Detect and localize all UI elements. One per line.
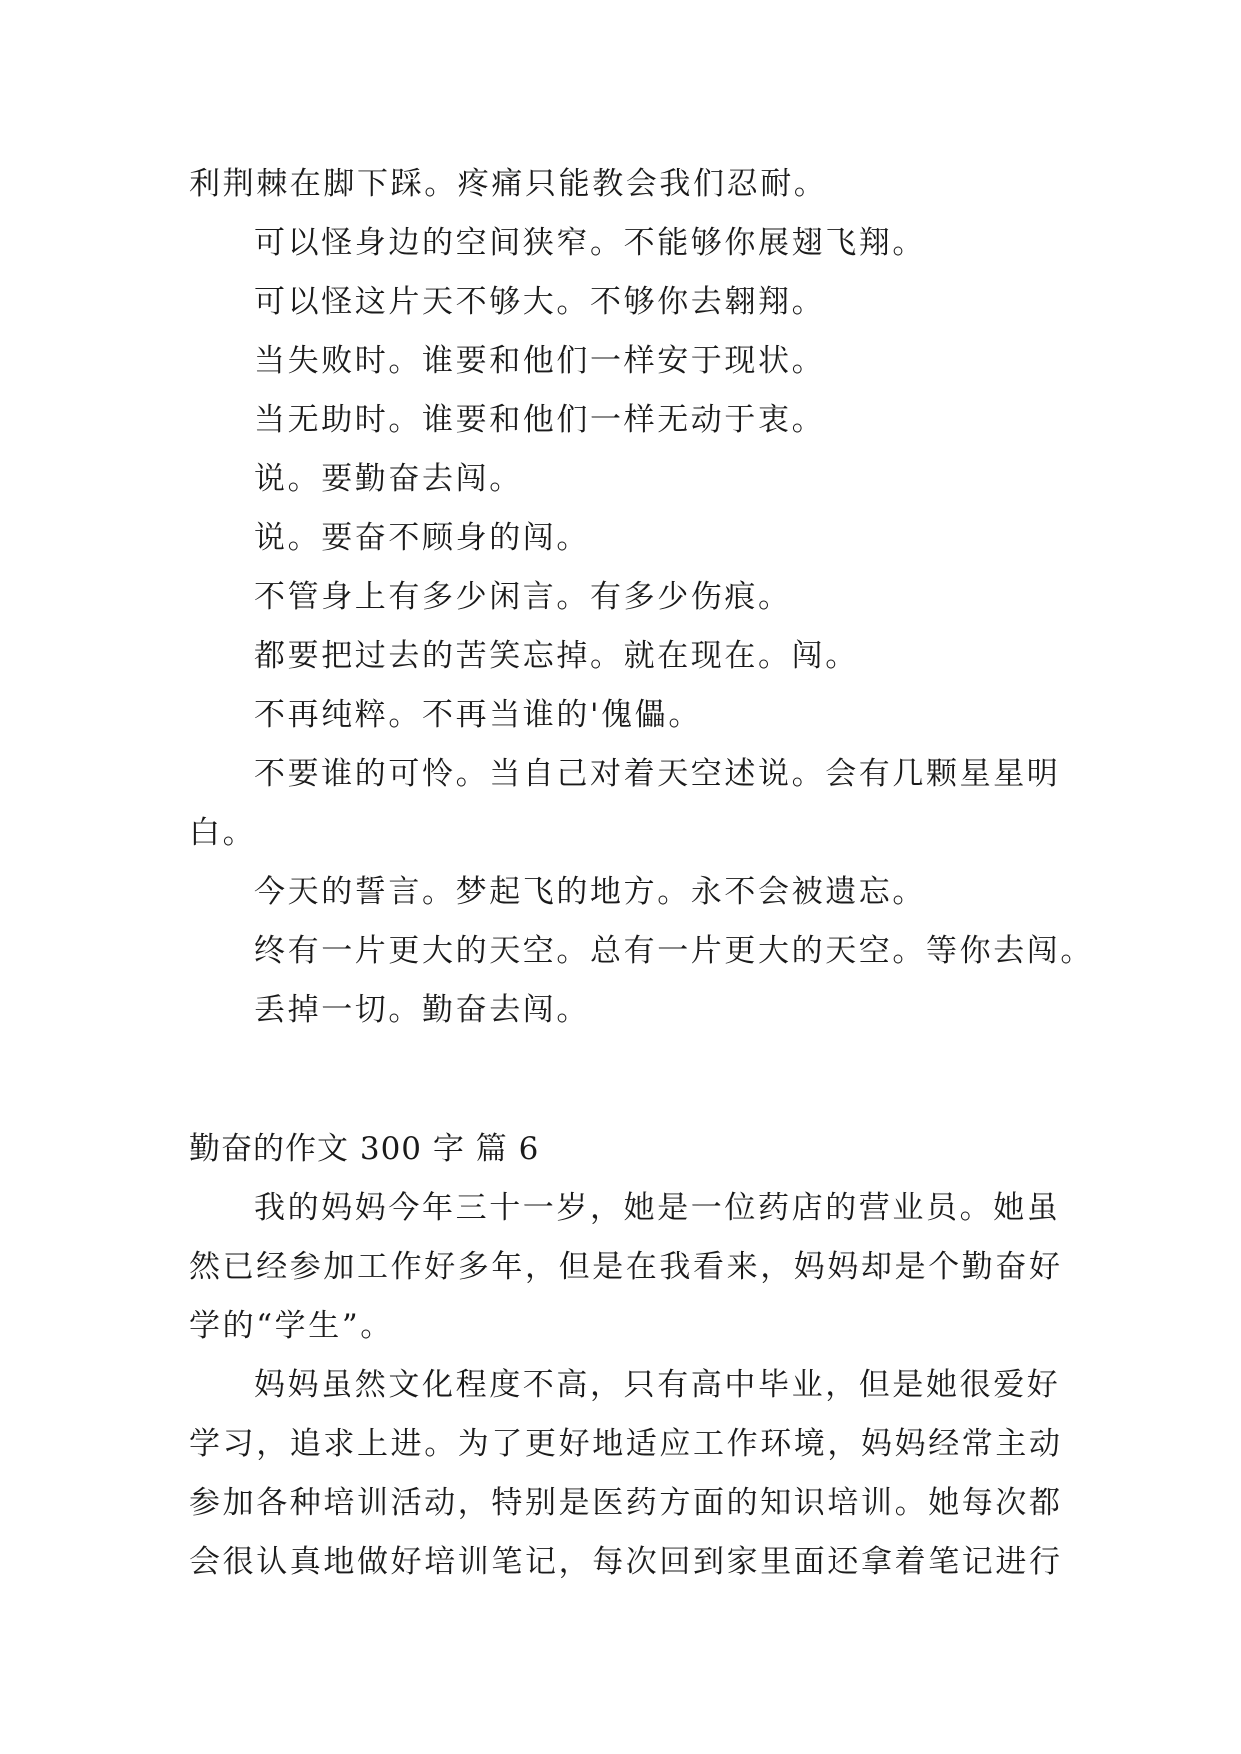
- paragraph-line: 丢掉一切。勤奋去闯。: [254, 992, 590, 1028]
- paragraph-line: 然已经参加工作好多年，但是在我看来，妈妈却是个勤奋好: [189, 1249, 1063, 1285]
- paragraph-line: 终有一片更大的天空。总有一片更大的天空。等你去闯。: [254, 933, 1094, 969]
- paragraph-line: 学的“学生”。: [189, 1308, 394, 1344]
- paragraph-line: 当无助时。谁要和他们一样无动于衷。: [254, 402, 826, 438]
- paragraph-line: 参加各种培训活动，特别是医药方面的知识培训。她每次都: [189, 1485, 1063, 1521]
- paragraph-line: 都要把过去的苦笑忘掉。就在现在。闯。: [254, 638, 859, 674]
- section-gap: [189, 1040, 1059, 1120]
- paragraph-line: 利荆棘在脚下踩。疼痛只能教会我们忍耐。: [189, 166, 828, 202]
- paragraph-line: 我的妈妈今年三十一岁，她是一位药店的营业员。她虽: [254, 1190, 1061, 1226]
- section-heading: 勤奋的作文 300 字 篇 6: [189, 1131, 540, 1167]
- paragraph-line: 可以怪身边的空间狭窄。不能够你展翅飞翔。: [254, 225, 926, 261]
- paragraph-line: 今天的誓言。梦起飞的地方。永不会被遗忘。: [254, 874, 926, 910]
- paragraph-line: 白。: [189, 815, 257, 851]
- paragraph-line: 会很认真地做好培训笔记，每次回到家里面还拿着笔记进行: [189, 1544, 1063, 1580]
- paragraph-line: 说。要勤奋去闯。: [254, 461, 523, 497]
- paragraph-line: 不要谁的可怜。当自己对着天空述说。会有几颗星星明: [254, 756, 1061, 792]
- paragraph-line: 说。要奋不顾身的闯。: [254, 520, 590, 556]
- document-body: [189, 155, 1094, 1592]
- paragraph-line: 妈妈虽然文化程度不高，只有高中毕业，但是她很爱好: [254, 1367, 1061, 1403]
- paragraph-line: 学习，追求上进。为了更好地适应工作环境，妈妈经常主动: [189, 1426, 1063, 1462]
- paragraph-line: 可以怪这片天不够大。不够你去翱翔。: [254, 284, 826, 320]
- paragraph-line: 当失败时。谁要和他们一样安于现状。: [254, 343, 826, 379]
- paragraph-line: 不再纯粹。不再当谁的'傀儡。: [254, 697, 702, 733]
- paragraph-line: 不管身上有多少闲言。有多少伤痕。: [254, 579, 792, 615]
